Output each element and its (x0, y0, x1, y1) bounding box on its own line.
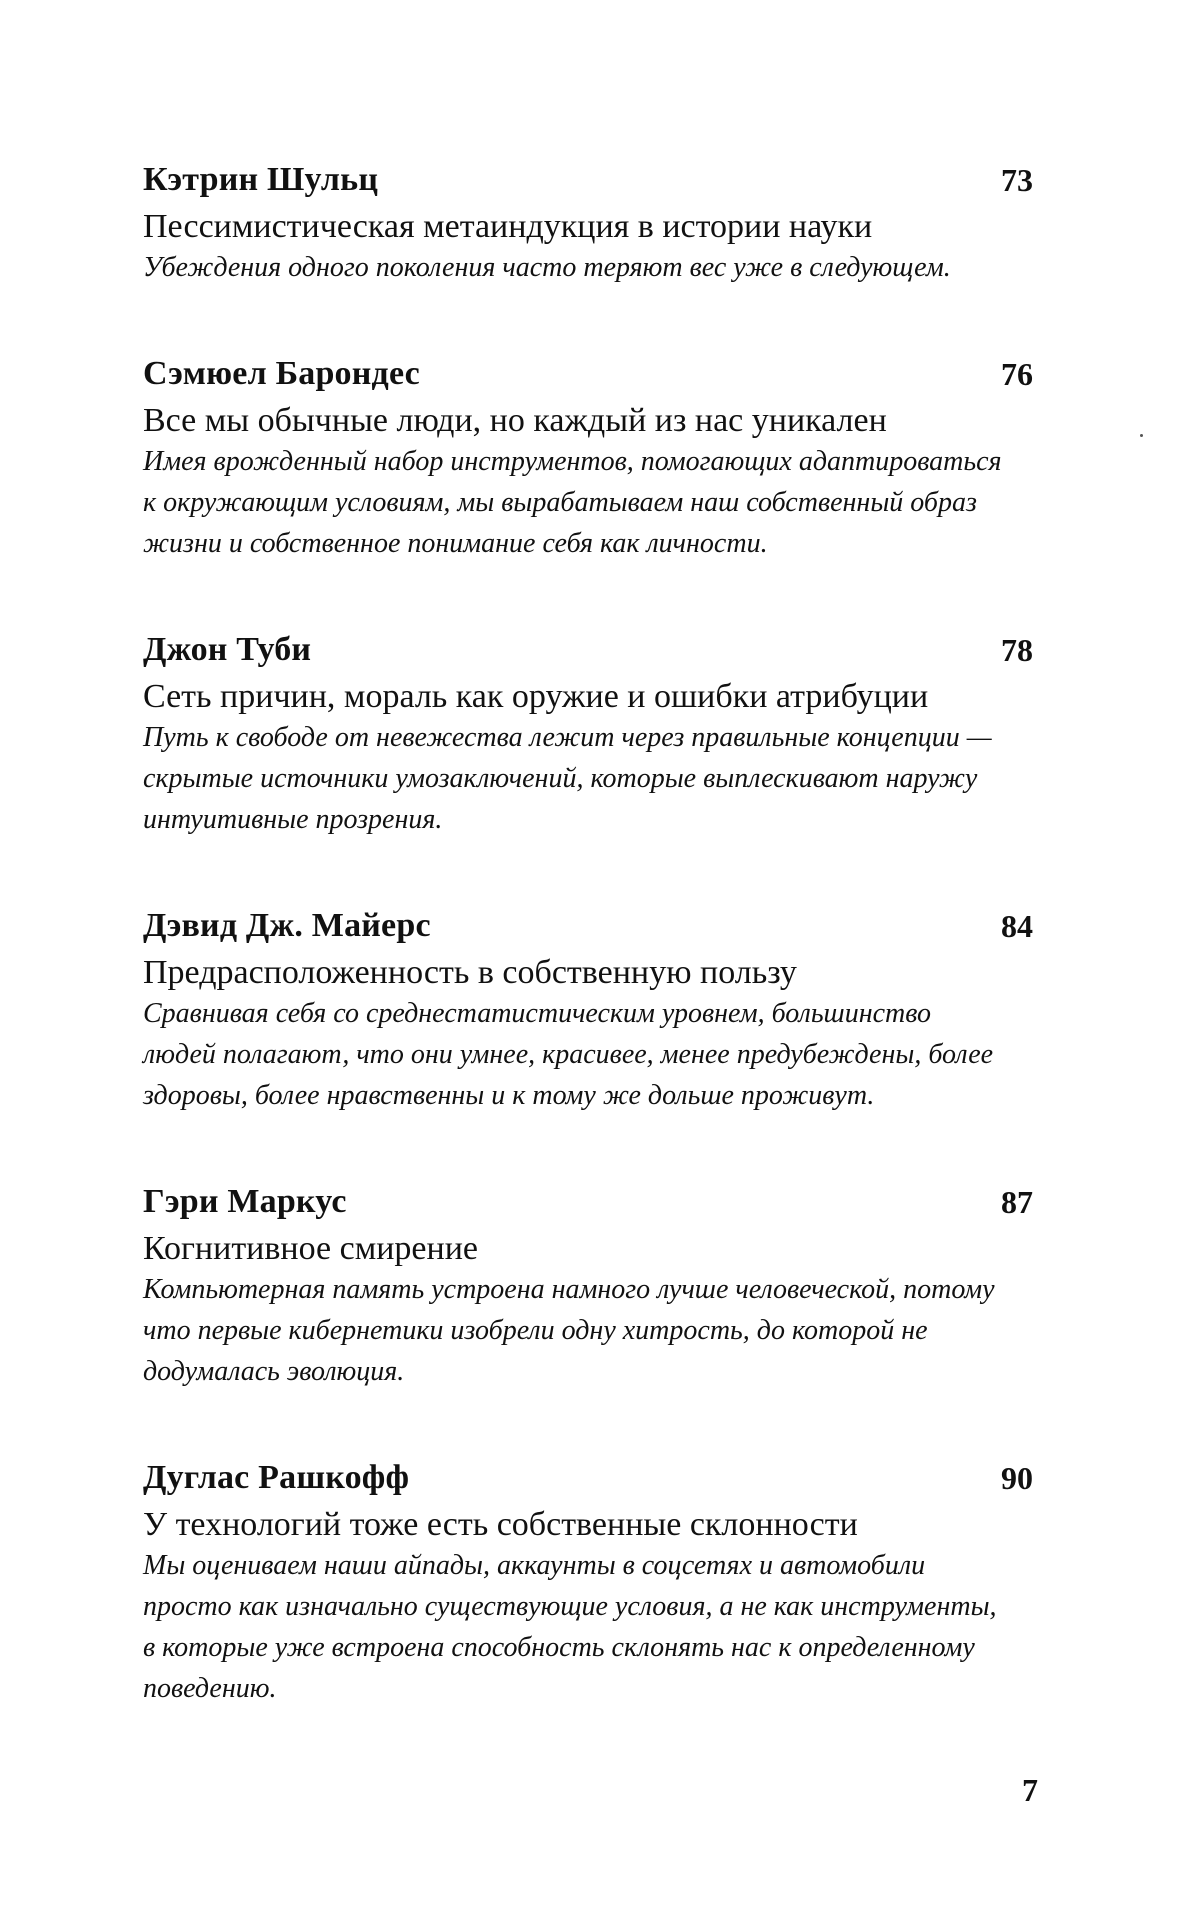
essay-summary: Компьютерная память устроена намного лучше человеческой, потому что первые кибернетики изобрели одну хитрость, до которой не додумалась эволюция. (143, 1274, 995, 1387)
essay-summary: Имея врожденный набор инструментов, помогающих адаптироваться к окружающим условиям, мы вырабатываем наш собственный образ жизни и собственное понимание себя как личности. (143, 446, 1002, 559)
essay-title: Сеть причин, мораль как оружие и ошибки атрибуции (143, 678, 929, 715)
author-name: Дэвид Дж. Майерс (143, 907, 431, 944)
entry-header (143, 628, 1033, 676)
toc-entry (143, 1180, 1033, 1392)
page-number: 76 (1001, 356, 1033, 392)
page-number: 87 (1001, 1184, 1033, 1220)
page-number: 90 (1001, 1460, 1033, 1496)
essay-title: Пессимистическая метаиндукция в истории науки (143, 208, 873, 245)
essay-title: Когнитивное смирение (143, 1230, 479, 1267)
entry-header (143, 158, 1033, 206)
folio-page-number: 7 (1022, 1772, 1038, 1808)
stray-dot-mark (1140, 434, 1143, 437)
entry-header (143, 1456, 1033, 1504)
author-name: Сэмюел Барондес (143, 355, 420, 392)
page-number: 73 (1001, 162, 1033, 198)
author-name: Гэри Маркус (143, 1183, 347, 1220)
author-name: Кэтрин Шульц (143, 161, 379, 198)
toc-entry (143, 158, 1033, 288)
toc-entry (143, 904, 1033, 1116)
entry-header (143, 352, 1033, 400)
page-number: 78 (1001, 632, 1033, 668)
essay-summary: Убеждения одного поколения часто теряют вес уже в следующем. (143, 252, 951, 283)
author-name: Джон Туби (143, 631, 312, 668)
essay-title: Предрасположенность в собственную пользу (143, 954, 797, 991)
toc-entry (143, 1456, 1033, 1709)
author-name: Дуглас Рашкофф (143, 1459, 410, 1496)
entry-header (143, 1180, 1033, 1228)
table-of-contents (143, 158, 1033, 1709)
essay-summary: Мы оцениваем наши айпады, аккаунты в соцсетях и автомобили просто как изначально существующие условия, а не как инструменты, в которые уже встроена способность склонять нас к определенному поведению. (143, 1550, 997, 1704)
essay-title: Все мы обычные люди, но каждый из нас уникален (143, 402, 887, 439)
entry-header (143, 904, 1033, 952)
toc-entry (143, 352, 1033, 564)
essay-summary: Сравнивая себя со среднестатистическим уровнем, большинство людей полагают, что они умнее, красивее, менее предубеждены, более здоровы, более нравственны и к тому же дольше проживут. (143, 998, 994, 1111)
page-number: 84 (1001, 908, 1033, 944)
toc-entry (143, 628, 1033, 840)
essay-title: У технологий тоже есть собственные склонности (143, 1506, 858, 1543)
essay-summary: Путь к свободе от невежества лежит через правильные концепции — скрытые источники умозаключений, которые выплескивают наружу интуитивные прозрения. (143, 722, 992, 835)
